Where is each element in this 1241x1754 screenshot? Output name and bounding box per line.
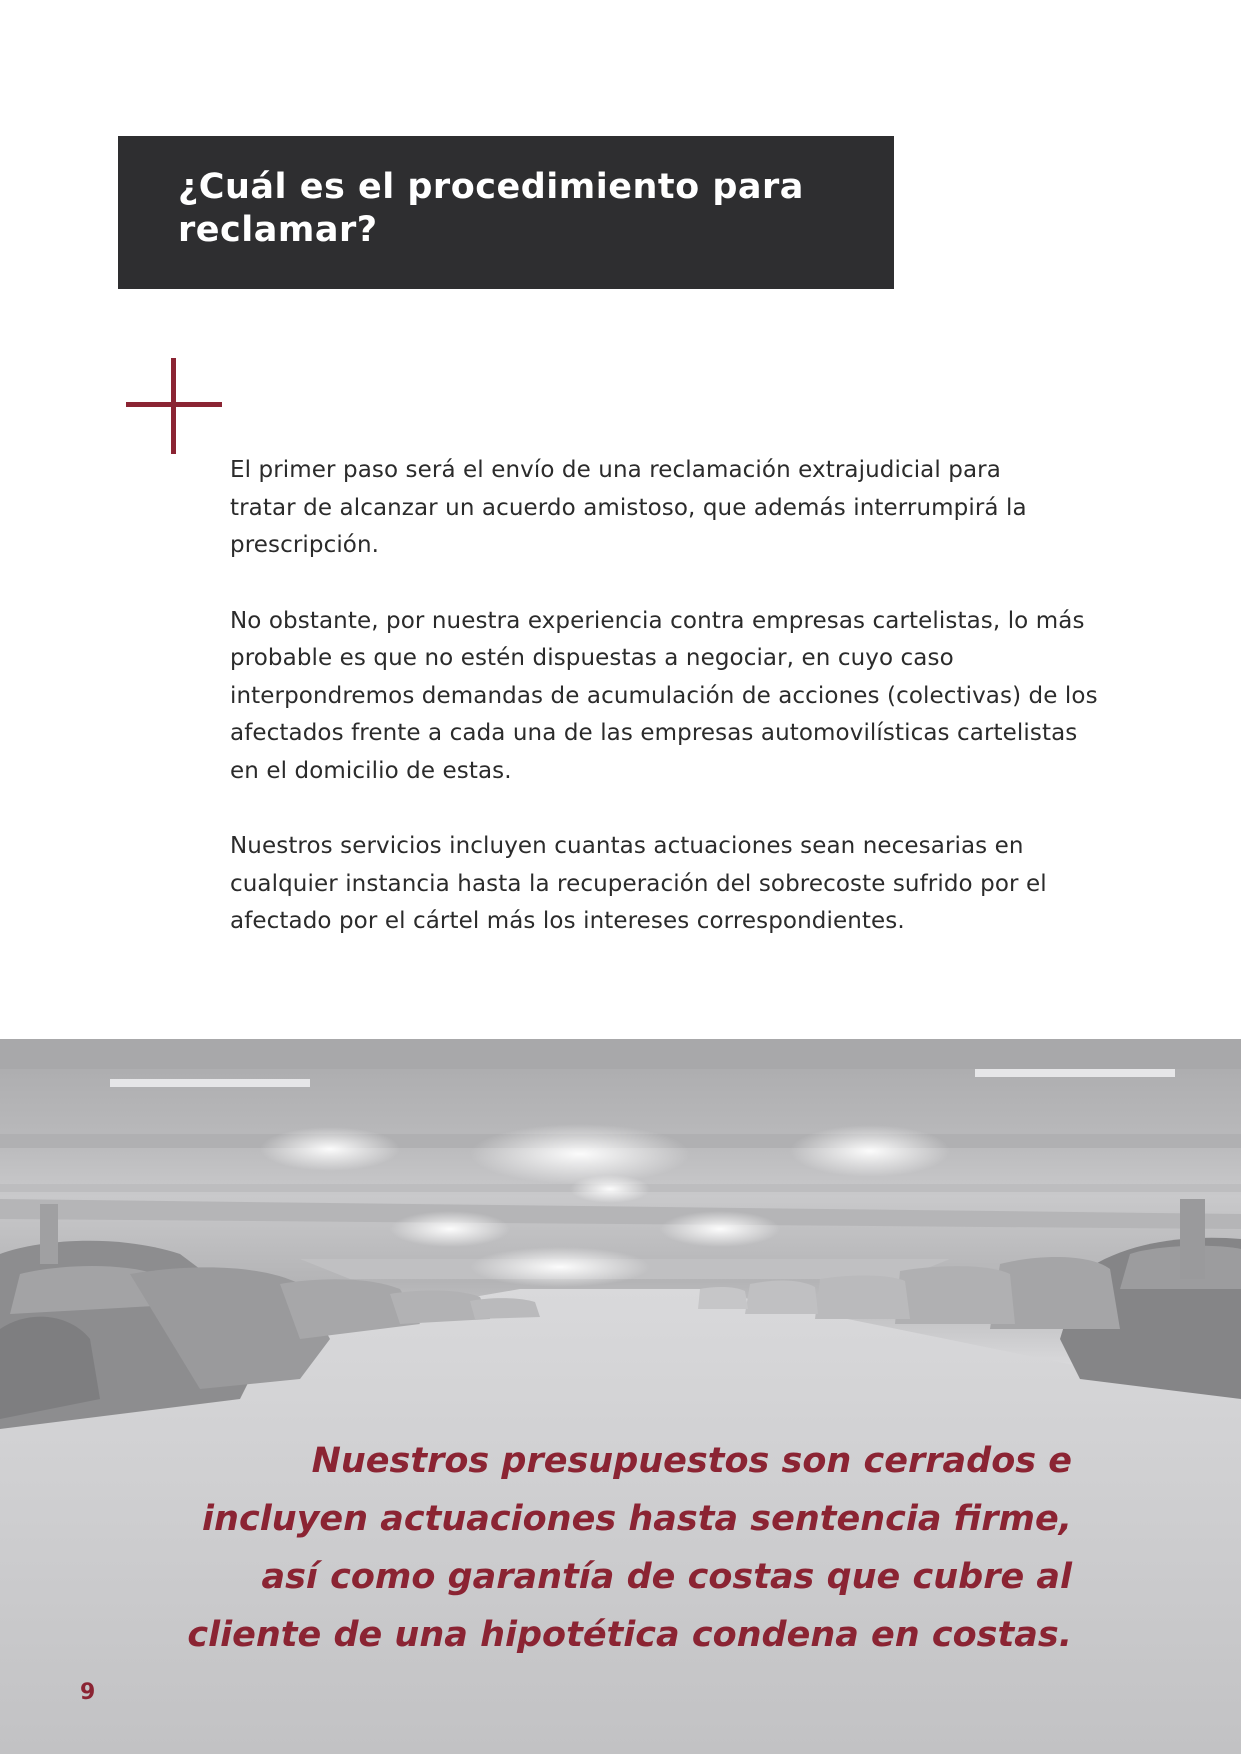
paragraph: No obstante, por nuestra experiencia contra empresas cartelistas, lo más probable es que no estén dispuestas a negociar, en cuyo caso interpondremos demandas de acumulación de acciones (colectivas) de los afectados frente a cada una de las empresas automovilísticas cartelistas en el domicilio de estas. bbox=[230, 607, 1098, 784]
highlight-quote bbox=[112, 1432, 1072, 1664]
paragraph: El primer paso será el envío de una reclamación extrajudicial para tratar de alcanzar un acuerdo amistoso, que además interrumpirá la prescripción. bbox=[230, 457, 1027, 558]
section-title-box bbox=[118, 136, 894, 289]
page-number: 9 bbox=[80, 1680, 96, 1705]
quote-line: Nuestros presupuestos son cerrados e bbox=[311, 1441, 1072, 1481]
paragraph: Nuestros servicios incluyen cuantas actuaciones sean necesarias en cualquier instancia hasta la recuperación del sobrecoste sufrido por el afectado por el cártel más los intereses correspondientes. bbox=[230, 833, 1047, 934]
section-title-line: ¿Cuál es el procedimiento para bbox=[178, 167, 804, 207]
quote-line: incluyen actuaciones hasta sentencia firme, bbox=[202, 1499, 1072, 1539]
plus-icon bbox=[126, 358, 222, 454]
section-title bbox=[178, 166, 854, 252]
section-title-line: reclamar? bbox=[178, 210, 378, 250]
body-text bbox=[230, 452, 1130, 979]
quote-line: cliente de una hipotética condena en costas. bbox=[187, 1615, 1072, 1655]
plus-icon-vertical-bar bbox=[171, 358, 176, 454]
quote-line: así como garantía de costas que cubre al bbox=[261, 1557, 1072, 1597]
